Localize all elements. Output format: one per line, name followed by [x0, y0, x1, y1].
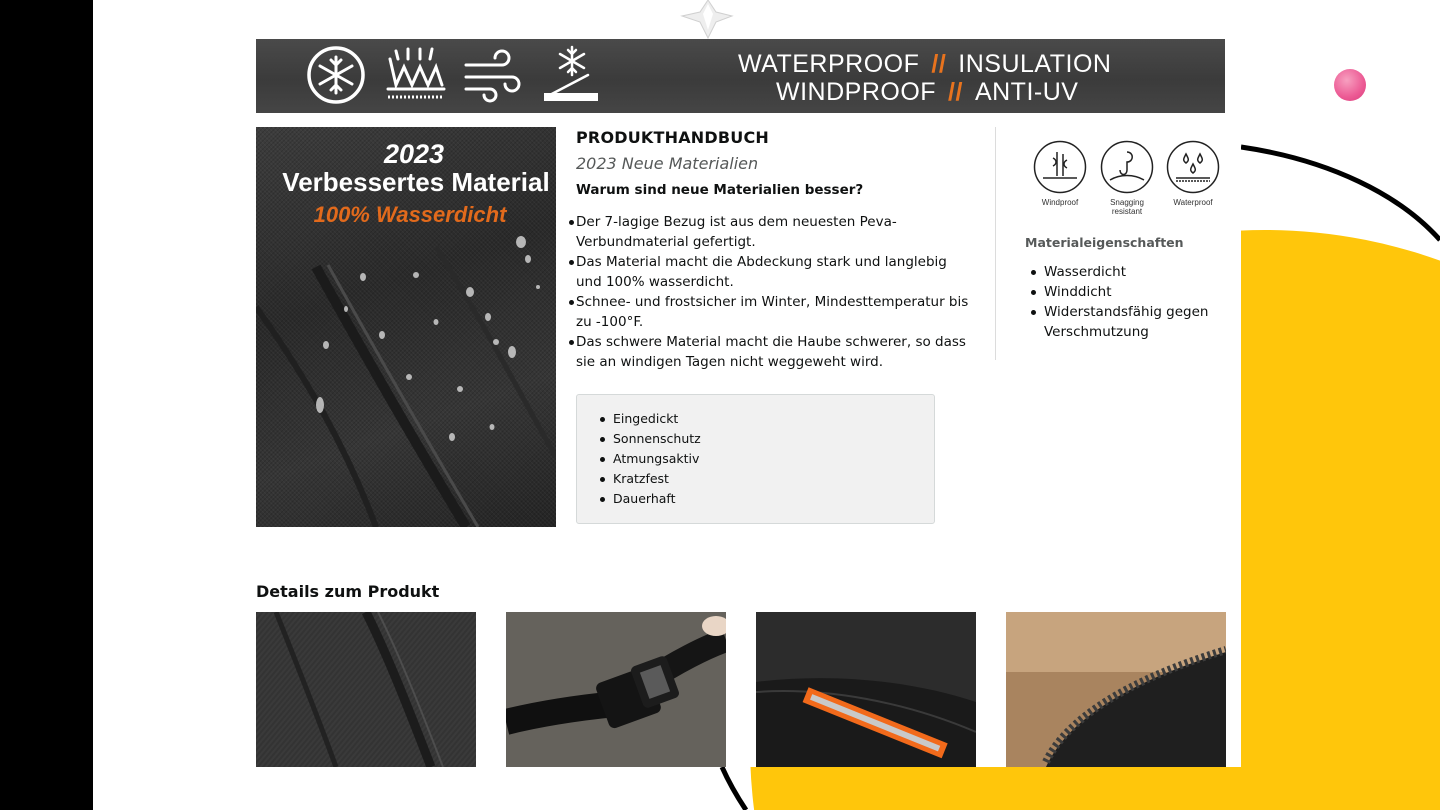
reflective-strip-image — [756, 612, 976, 767]
banner-separator: // — [931, 50, 947, 78]
frost-snowflake-icon — [542, 45, 602, 107]
list-item: Wasserdicht — [1044, 262, 1224, 282]
waterproof-icon — [1166, 140, 1220, 194]
list-item: Das Material macht die Abdeckung stark und langlebig und 100% wasserdicht. — [576, 252, 976, 292]
list-item: Sonnenschutz — [613, 429, 934, 449]
banner-anti-uv: ANTI-UV — [974, 78, 1079, 106]
features-box — [576, 394, 935, 524]
list-item: Das schwere Material macht die Haube schwerer, so dass sie an windigen Tagen nicht weggeweht wird. — [576, 332, 976, 372]
banner-waterproof: WATERPROOF — [738, 50, 920, 78]
material-properties-title: Materialeigenschaften — [1025, 235, 1184, 250]
manual-subtitle: 2023 Neue Materialien — [576, 154, 759, 173]
left-black-bar — [0, 0, 93, 810]
hero-fabric-image — [256, 127, 556, 527]
elastic-hem-image — [1006, 612, 1226, 767]
buckle-strap-image — [506, 612, 726, 767]
banner-separator: // — [948, 78, 963, 106]
heat-wave-fabric-icon — [386, 45, 446, 105]
hero-waterproof-claim: 100% Wasserdicht — [313, 202, 507, 227]
product-manual-section — [576, 127, 976, 372]
snagging-resistant-caption: Snagging resistant — [1110, 198, 1144, 216]
feature-banner — [256, 39, 1225, 113]
wind-icon — [462, 45, 524, 105]
list-item: Eingedickt — [613, 409, 934, 429]
list-item: Dauerhaft — [613, 489, 934, 509]
sparkle-icon — [680, 0, 736, 40]
list-item: Winddicht — [1044, 282, 1224, 302]
list-item: Kratzfest — [613, 469, 934, 489]
hero-headline: Verbessertes Material — [282, 167, 550, 197]
snowflake-circle-icon — [306, 45, 366, 105]
banner-insulation: INSULATION — [958, 50, 1112, 78]
banner-line-2 — [776, 78, 1078, 107]
banner-windproof: WINDPROOF — [776, 78, 937, 106]
material-properties-list — [1044, 262, 1224, 342]
list-item: Atmungsaktiv — [613, 449, 934, 469]
manual-question: Warum sind neue Materialien besser? — [576, 182, 864, 198]
list-item: Der 7-lagige Bezug ist aus dem neuesten Peva-Verbundmaterial gefertigt. — [576, 212, 976, 252]
manual-title: PRODUKTHANDBUCH — [576, 128, 769, 147]
column-divider — [995, 127, 996, 360]
list-item: Widerstandsfähig gegen Verschmutzung — [1044, 302, 1224, 342]
hero-year: 2023 — [383, 139, 445, 169]
waterproof-caption: Waterproof — [1173, 198, 1213, 207]
pink-dot — [1334, 69, 1366, 101]
snagging-resistant-icon — [1100, 140, 1154, 194]
list-item: Schnee- und frostsicher im Winter, Mindesttemperatur bis zu -100°F. — [576, 292, 976, 332]
windproof-icon — [1033, 140, 1087, 194]
details-title: Details zum Produkt — [256, 582, 440, 601]
manual-bullet-list — [576, 212, 976, 372]
fabric-closeup-image — [256, 612, 476, 767]
windproof-caption: Windproof — [1041, 198, 1079, 207]
banner-line-1 — [738, 50, 1111, 79]
